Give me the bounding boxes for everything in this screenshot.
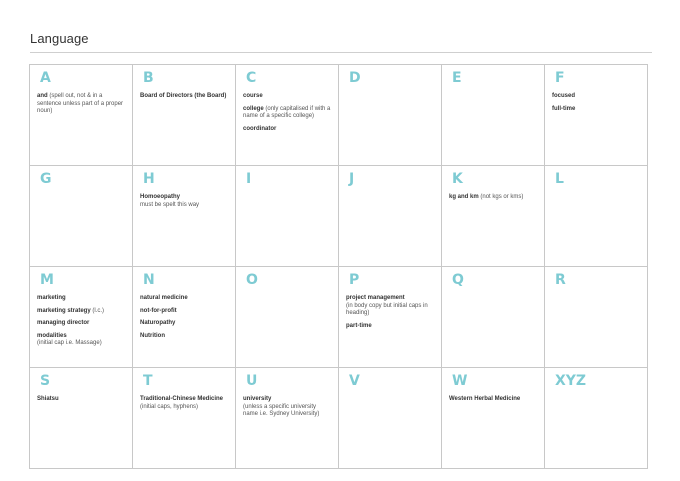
letter-cell-d bbox=[339, 65, 442, 166]
style-entry bbox=[140, 320, 229, 328]
letter-heading: C bbox=[246, 70, 257, 86]
style-entry bbox=[243, 106, 332, 121]
entry-note: (unless a specific university name i.e. Sydney University) bbox=[243, 403, 320, 417]
letter-cell-l bbox=[545, 166, 648, 267]
language-grid bbox=[29, 64, 648, 469]
entry-term: Homoeopathy bbox=[140, 194, 181, 200]
style-entry bbox=[243, 396, 332, 419]
letter-heading: R bbox=[555, 272, 566, 288]
letter-heading: W bbox=[452, 373, 468, 389]
entry-term: course bbox=[243, 93, 263, 99]
style-entry bbox=[37, 308, 126, 316]
letter-heading: N bbox=[143, 272, 155, 288]
letter-cell-e bbox=[442, 65, 545, 166]
letter-cell-w bbox=[442, 368, 545, 469]
entry-note: (initial cap i.e. Massage) bbox=[37, 340, 102, 346]
page-title: Language bbox=[30, 31, 89, 46]
entry-note: (spell out, not & in a sentence unless part of a proper noun) bbox=[37, 93, 124, 114]
letter-heading: P bbox=[349, 272, 360, 288]
entry-term: Board of Directors (the Board) bbox=[140, 93, 227, 99]
entry-term: not-for-profit bbox=[140, 307, 177, 314]
entry-term: marketing bbox=[37, 295, 66, 301]
style-entry bbox=[37, 320, 126, 328]
letter-heading: D bbox=[349, 70, 361, 86]
letter-cell-h bbox=[133, 166, 236, 267]
letter-cell-t bbox=[133, 368, 236, 469]
letter-cell-s bbox=[30, 368, 133, 469]
letter-heading: XYZ bbox=[555, 373, 587, 389]
entry-term: Nutrition bbox=[140, 332, 165, 339]
letter-cell-a bbox=[30, 65, 133, 166]
entry-term: full-time bbox=[552, 105, 576, 112]
letter-cell-f bbox=[545, 65, 648, 166]
style-entry bbox=[552, 93, 641, 101]
letter-heading: I bbox=[246, 171, 252, 187]
letter-heading: B bbox=[143, 70, 154, 86]
letter-cell-n bbox=[133, 267, 236, 368]
letter-cell-u bbox=[236, 368, 339, 469]
entry-term: university bbox=[243, 396, 272, 402]
letter-cell-p bbox=[339, 267, 442, 368]
letter-heading: Q bbox=[452, 272, 464, 288]
style-entry bbox=[140, 308, 229, 316]
entry-term: modalities bbox=[37, 332, 67, 339]
letter-cell-j bbox=[339, 166, 442, 267]
entry-note: (initial caps, hyphens) bbox=[140, 403, 199, 410]
letter-cell-v bbox=[339, 368, 442, 469]
letter-heading: J bbox=[349, 171, 355, 187]
letter-heading: A bbox=[40, 70, 51, 86]
style-entry bbox=[140, 295, 229, 303]
letter-heading: V bbox=[349, 373, 360, 389]
entry-term: Naturopathy bbox=[140, 320, 176, 326]
entry-term: college bbox=[243, 105, 264, 112]
letter-heading: T bbox=[143, 373, 153, 389]
letter-cell-o bbox=[236, 267, 339, 368]
letter-heading: F bbox=[555, 70, 565, 86]
style-entry bbox=[37, 295, 126, 303]
style-entry bbox=[243, 93, 332, 101]
letter-cell-g bbox=[30, 166, 133, 267]
entry-note: (not kgs or kms) bbox=[478, 194, 524, 200]
style-entry bbox=[140, 333, 229, 341]
title-divider bbox=[30, 52, 652, 53]
letter-cell-b bbox=[133, 65, 236, 166]
style-entry bbox=[346, 295, 435, 318]
entry-note: must be spelt this way bbox=[140, 201, 200, 208]
letter-heading: E bbox=[452, 70, 462, 86]
letter-heading: U bbox=[246, 373, 258, 389]
style-entry bbox=[37, 93, 126, 116]
style-entry bbox=[140, 396, 229, 411]
entry-term: Shiatsu bbox=[37, 396, 59, 402]
letter-cell-k bbox=[442, 166, 545, 267]
entry-note: (in body copy but initial caps in heading) bbox=[346, 302, 428, 316]
letter-heading: M bbox=[40, 272, 54, 288]
entry-term: kg and km bbox=[449, 194, 479, 200]
entry-term: focused bbox=[552, 93, 576, 99]
entry-term: Traditional-Chinese Medicine bbox=[140, 396, 224, 402]
entry-term: marketing strategy bbox=[37, 307, 91, 314]
letter-heading: G bbox=[40, 171, 52, 187]
entry-note: (l.c.) bbox=[90, 307, 105, 314]
letter-heading: K bbox=[452, 171, 463, 187]
entry-term: natural medicine bbox=[140, 295, 188, 301]
entry-term: coordinator bbox=[243, 125, 277, 132]
style-entry bbox=[37, 396, 126, 404]
letter-cell-m bbox=[30, 267, 133, 368]
entry-term: managing director bbox=[37, 320, 90, 326]
entry-term: part-time bbox=[346, 322, 372, 329]
entry-term: project management bbox=[346, 295, 405, 301]
style-entry bbox=[346, 323, 435, 331]
style-entry bbox=[449, 396, 538, 404]
style-entry bbox=[37, 333, 126, 348]
letter-heading: L bbox=[555, 171, 564, 187]
letter-cell-xyz bbox=[545, 368, 648, 469]
letter-cell-q bbox=[442, 267, 545, 368]
entry-term: Western Herbal Medicine bbox=[449, 396, 521, 402]
letter-heading: S bbox=[40, 373, 51, 389]
style-entry bbox=[552, 106, 641, 114]
entry-term: and bbox=[37, 93, 48, 99]
style-entry bbox=[449, 194, 538, 202]
style-entry bbox=[140, 93, 229, 101]
letter-cell-c bbox=[236, 65, 339, 166]
entry-note: (only capitalised if with a name of a specific college) bbox=[243, 105, 331, 119]
letter-heading: H bbox=[143, 171, 155, 187]
style-entry bbox=[243, 126, 332, 134]
letter-heading: O bbox=[246, 272, 258, 288]
style-entry bbox=[140, 194, 229, 209]
letter-cell-i bbox=[236, 166, 339, 267]
letter-cell-r bbox=[545, 267, 648, 368]
